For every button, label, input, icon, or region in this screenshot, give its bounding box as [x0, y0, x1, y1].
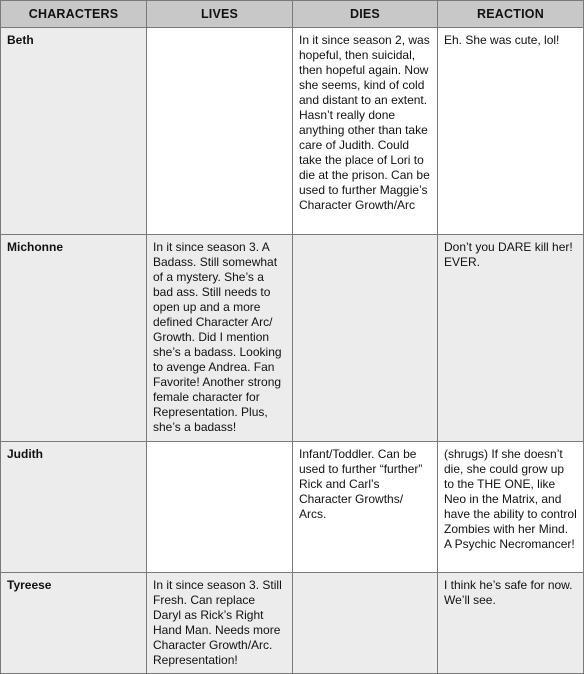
reaction-cell — [438, 235, 584, 442]
character-cell — [1, 573, 147, 674]
header-lives: LIVES — [147, 1, 293, 28]
dies-text: Infant/Toddler. Can be used to further “further” Rick and Carl’s Character Growths/ Arcs. — [299, 447, 423, 521]
dies-cell — [293, 573, 438, 674]
header-characters: CHARACTERS — [1, 1, 147, 28]
reaction-cell — [438, 28, 584, 235]
dies-cell — [293, 235, 438, 442]
character-name: Beth — [7, 33, 34, 47]
lives-cell — [147, 573, 293, 674]
reaction-text: I think he’s safe for now. We’ll see. — [444, 578, 573, 607]
reaction-cell — [438, 442, 584, 573]
dies-text — [293, 573, 437, 578]
dies-cell — [293, 442, 438, 573]
dies-text — [293, 235, 437, 240]
lives-text: In it since season 3. Still Fresh. Can replace Daryl as Rick’s Right Hand Man. Needs more Character Growth/Arc. Representation! — [153, 578, 282, 667]
reaction-cell — [438, 573, 584, 674]
character-name: Michonne — [7, 240, 63, 254]
table-row — [1, 573, 584, 674]
lives-cell — [147, 442, 293, 573]
lives-text: In it since season 3. A Badass. Still somewhat of a mystery. She’s a bad ass. Still needs to open up and a more defined Character Arc/ Growth. Did I mention she’s a badass. Looking to avenge Andrea. Fan Favorite! Another strong female character for Representation. Plus, she’s a badass! — [153, 240, 282, 434]
header-reaction: REACTION — [438, 1, 584, 28]
header-row — [1, 1, 584, 28]
reaction-text: Eh. She was cute, lol! — [444, 33, 560, 47]
character-cell — [1, 442, 147, 573]
table-row — [1, 442, 584, 573]
lives-cell — [147, 235, 293, 442]
lives-text — [147, 442, 292, 447]
table-row — [1, 28, 584, 235]
character-cell — [1, 28, 147, 235]
header-dies: DIES — [293, 1, 438, 28]
table-row — [1, 235, 584, 442]
character-name: Tyreese — [7, 578, 52, 592]
dies-cell — [293, 28, 438, 235]
lives-cell — [147, 28, 293, 235]
character-name: Judith — [7, 447, 43, 461]
character-cell — [1, 235, 147, 442]
reaction-text: Don’t you DARE kill her! EVER. — [444, 240, 573, 269]
lives-text — [147, 28, 292, 33]
dies-text: In it since season 2, was hopeful, then suicidal, then hopeful again. Now she seems, kind of cold and distant to an extent. Hasn’t really done anything other than take care of Judith. Could take the place of Lori to die at the prison. Can be used to further Maggie’s Character Growth/Arc — [299, 33, 430, 212]
reaction-text: (shrugs) If she doesn’t die, she could grow up to the THE ONE, like Neo in the Matrix, and have the ability to control Zombies with her Mind. A Psychic Necromancer! — [444, 447, 577, 551]
